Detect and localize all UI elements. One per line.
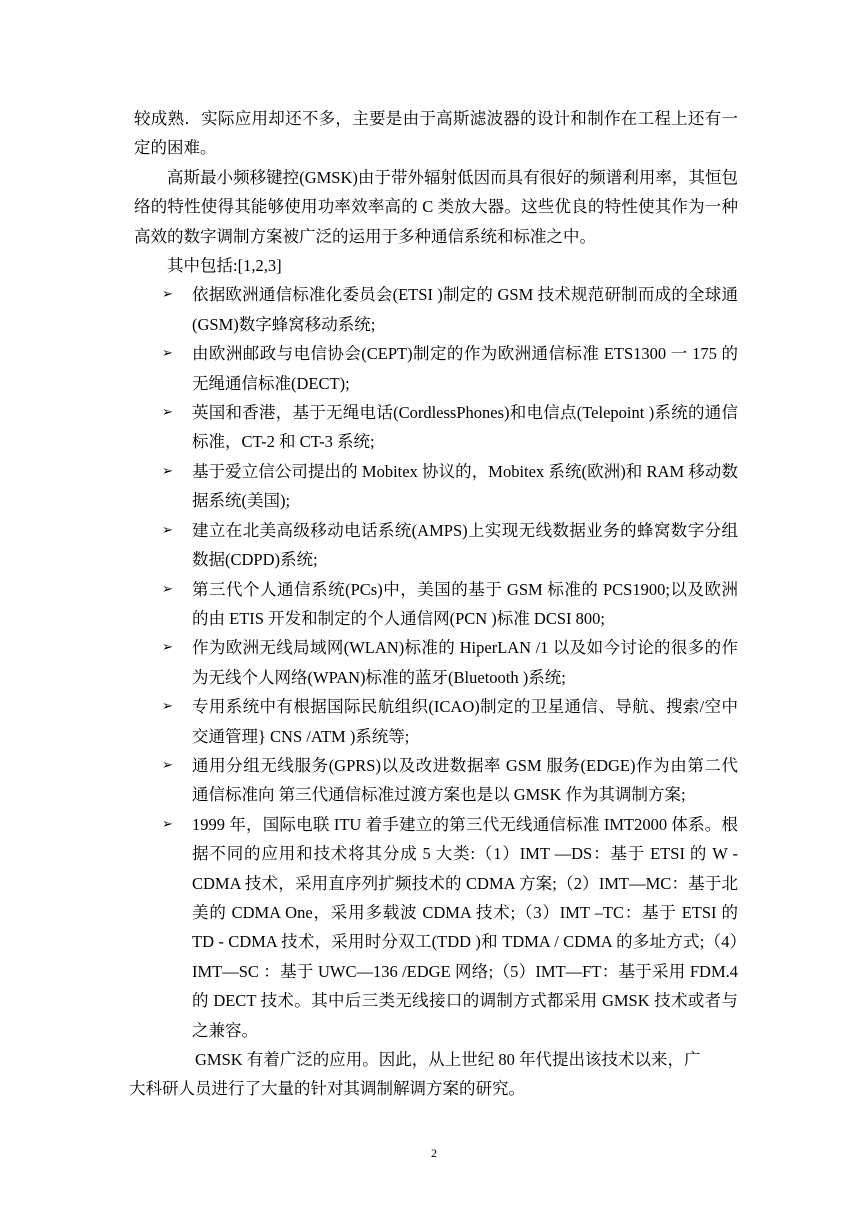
- closing-line-2: 大科研人员进行了大量的针对其调制解调方案的研究。: [129, 1079, 525, 1099]
- applications-list: [134, 280, 738, 1045]
- list-item: ➢ 依据欧洲通信标准化委员会(ETSI )制定的 GSM 技术规范研制而成的全球通(GSM)数字蜂窝移动系统;: [134, 280, 738, 339]
- list-item: ➢ 作为欧洲无线局域网(WLAN)标准的 HiperLAN /1 以及如今讨论的很多的作为无线个人网络(WPAN)标准的蓝牙(Bluetooth )系统;: [134, 633, 738, 692]
- paragraph-continuation: 较成熟．实际应用却还不多，主要是由于高斯滤波器的设计和制作在工程上还有一定的困难。: [134, 109, 738, 158]
- paragraph-closing: [129, 1045, 738, 1104]
- arrow-bullet-icon: ➢: [162, 640, 173, 656]
- arrow-bullet-icon: ➢: [162, 522, 173, 538]
- list-item: ➢ 基于爱立信公司提出的 Mobitex 协议的，Mobitex 系统(欧洲)和 RAM 移动数据系统(美国);: [134, 457, 738, 516]
- list-item: ➢ 通用分组无线服务(GPRS)以及改进数据率 GSM 服务(EDGE)作为由第二代通信标准向 第三代通信标准过渡方案也是以 GMSK 作为其调制方案;: [134, 751, 738, 810]
- arrow-bullet-icon: ➢: [162, 699, 173, 715]
- list-item: ➢ 建立在北美高级移动电话系统(AMPS)上实现无线数据业务的蜂窝数字分组数据(CDPD)系统;: [134, 516, 738, 575]
- arrow-bullet-icon: ➢: [162, 463, 173, 479]
- arrow-bullet-icon: ➢: [162, 757, 173, 773]
- paragraph-gmsk-intro: 高斯最小频移键控(GMSK)由于带外辐射低因而具有很好的频谱利用率，其恒包络的特性使得其能够使用功率效率高的 C 类放大器。这些优良的特性使其作为一种高效的数字调制方案被广泛的运用于多种通信系统和标准之中。: [134, 167, 738, 246]
- closing-line-1: GMSK 有着广泛的应用。因此，从上世纪 80 年代提出该技术以来，广: [195, 1050, 701, 1069]
- list-item: ➢ 英国和香港，基于无绳电话(CordlessPhones)和电信点(Telepoint )系统的通信标准，CT-2 和 CT-3 系统;: [134, 398, 738, 457]
- list-item: ➢ 1999 年，国际电联 ITU 着手建立的第三代无线通信标准 IMT2000 体系。根据不同的应用和技术将其分成 5 大类:（1）IMT —DS：基于 ETSI 的 W - CDMA 技术，采用直序列扩频技术的 CDMA 方案;（2）IMT—MC：基于北美的 CDMA One，采用多载波 CDMA 技术;（3）IMT –TC：基于 ETSI 的 TD - CDMA 技术，采用时分双工(TDD )和 TDMA / CDMA 的多址方式;（4）IMT—SC ：基于 UWC—136 /EDGE 网络;（5）IMT—FT：基于采用 FDM.4 的 DECT 技术。其中后三类无线接口的调制方式都采用 GMSK 技术或者与之兼容。: [134, 810, 738, 1045]
- arrow-bullet-icon: ➢: [162, 581, 173, 597]
- list-item: ➢ 专用系统中有根据国际民航组织(ICAO)制定的卫星通信、导航、搜索/空中交通管理} CNS /ATM )系统等;: [134, 692, 738, 751]
- page-number: 2: [431, 1146, 437, 1160]
- list-item: ➢ 由欧洲邮政与电信协会(CEPT)制定的作为欧洲通信标准 ETS1300 一 175 的无绳通信标准(DECT);: [134, 339, 738, 398]
- arrow-bullet-icon: ➢: [162, 346, 173, 362]
- body-text: [129, 104, 738, 1104]
- arrow-bullet-icon: ➢: [162, 287, 173, 303]
- arrow-bullet-icon: ➢: [162, 816, 173, 832]
- arrow-bullet-icon: ➢: [162, 405, 173, 421]
- paragraph-list-intro: 其中包括:[1,2,3]: [167, 256, 282, 276]
- list-item: ➢ 第三代个人通信系统(PCs)中，美国的基于 GSM 标准的 PCS1900;以及欧洲的由 ETIS 开发和制定的个人通信网(PCN )标准 DCSI 800;: [134, 575, 738, 634]
